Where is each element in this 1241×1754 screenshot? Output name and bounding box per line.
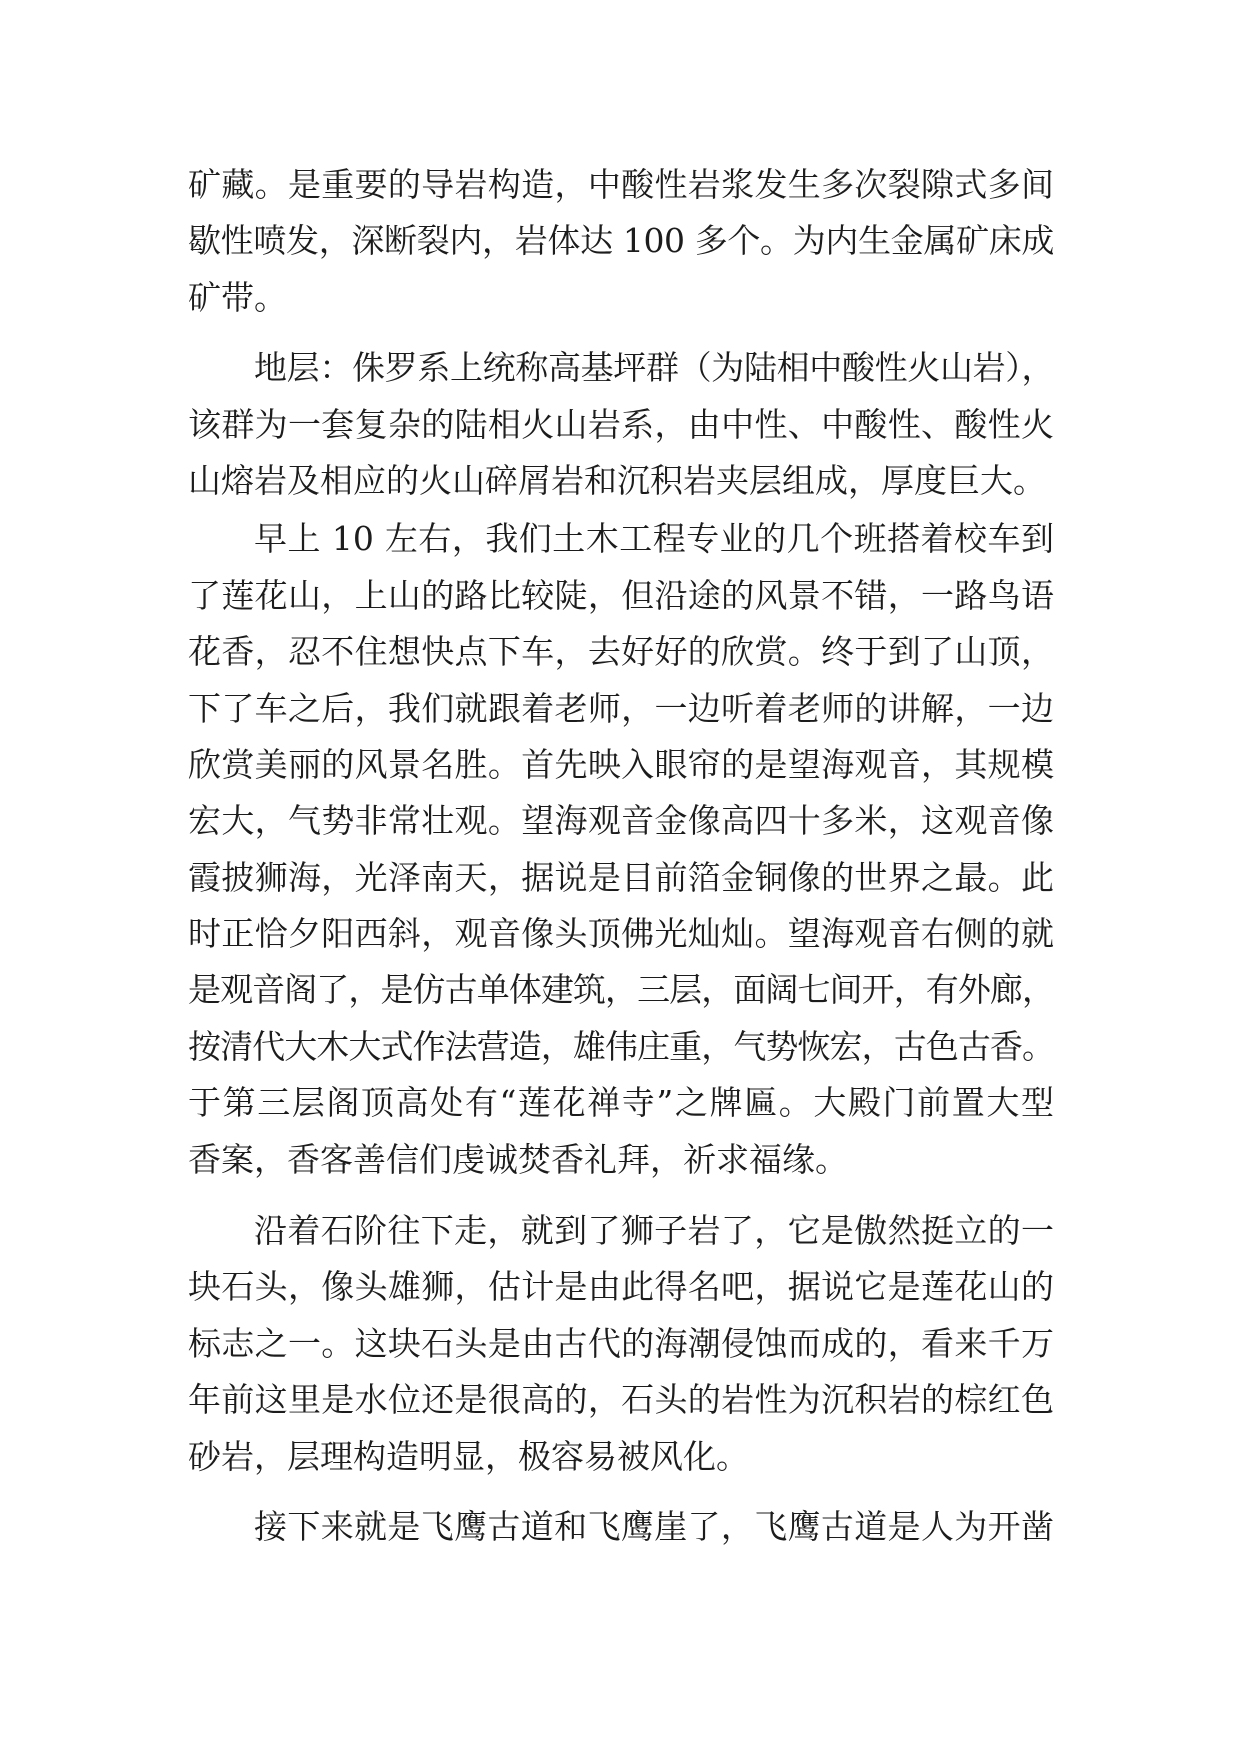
text-line: 时正恰夕阳西斜，观音像头顶佛光灿灿。望海观音右侧的就 bbox=[188, 914, 1054, 954]
text-line: 欣赏美丽的风景名胜。首先映入眼帘的是望海观音，其规模 bbox=[188, 744, 1054, 784]
text-line: 早上 10 左右，我们土木工程专业的几个班搭着校车到 bbox=[254, 519, 1054, 559]
text-line: 按清代大木大式作法营造，雄伟庄重，气势恢宏，古色古香。 bbox=[188, 1026, 1054, 1066]
text-line: 了莲花山，上山的路比较陡，但沿途的风景不错，一路鸟语 bbox=[188, 575, 1054, 615]
text-line: 下了车之后，我们就跟着老师，一边听着老师的讲解，一边 bbox=[188, 688, 1054, 728]
text-line: 年前这里是水位还是很高的，石头的岩性为沉积岩的棕红色 bbox=[188, 1380, 1054, 1420]
document-body bbox=[188, 157, 1054, 1555]
text-line: 接下来就是飞鹰古道和飞鹰崖了，飞鹰古道是人为开凿 bbox=[254, 1506, 1054, 1546]
text-line: 霞披狮海，光泽南天，据说是目前箔金铜像的世界之最。此 bbox=[188, 857, 1054, 897]
text-line: 块石头，像头雄狮，估计是由此得名吧，据说它是莲花山的 bbox=[188, 1267, 1054, 1307]
text-line: 矿带。 bbox=[188, 277, 287, 317]
text-line: 于第三层阁顶高处有“莲花禅寺”之牌匾。大殿门前置大型 bbox=[188, 1083, 1054, 1123]
text-line: 花香，忍不住想快点下车，去好好的欣赏。终于到了山顶， bbox=[188, 632, 1054, 672]
text-line: 地层：侏罗系上统称高基坪群（为陆相中酸性火山岩）， bbox=[254, 348, 1054, 388]
text-line: 矿藏。是重要的导岩构造，中酸性岩浆发生多次裂隙式多间 bbox=[188, 165, 1054, 204]
text-line: 砂岩，层理构造明显，极容易被风化。 bbox=[188, 1436, 749, 1476]
paragraph bbox=[188, 1499, 1054, 1555]
paragraph bbox=[188, 511, 1054, 1188]
paragraph bbox=[188, 340, 1054, 509]
text-line: 宏大，气势非常壮观。望海观音金像高四十多米，这观音像 bbox=[188, 801, 1054, 841]
text-line: 标志之一。这块石头是由古代的海潮侵蚀而成的，看来千万 bbox=[188, 1323, 1054, 1363]
text-line: 山熔岩及相应的火山碎屑岩和沉积岩夹层组成，厚度巨大。 bbox=[188, 460, 1046, 500]
text-line: 歇性喷发，深断裂内，岩体达 100 多个。为内生金属矿床成 bbox=[188, 221, 1054, 261]
paragraph bbox=[188, 1203, 1054, 1485]
text-line: 香案，香客善信们虔诚焚香礼拜，祈求福缘。 bbox=[188, 1139, 848, 1179]
text-line: 该群为一套复杂的陆相火山岩系，由中性、中酸性、酸性火 bbox=[188, 404, 1054, 444]
text-line: 是观音阁了，是仿古单体建筑，三层，面阔七间开，有外廊， bbox=[188, 970, 1054, 1010]
paragraph bbox=[188, 157, 1054, 326]
text-line: 沿着石阶往下走，就到了狮子岩了，它是傲然挺立的一 bbox=[254, 1211, 1054, 1251]
